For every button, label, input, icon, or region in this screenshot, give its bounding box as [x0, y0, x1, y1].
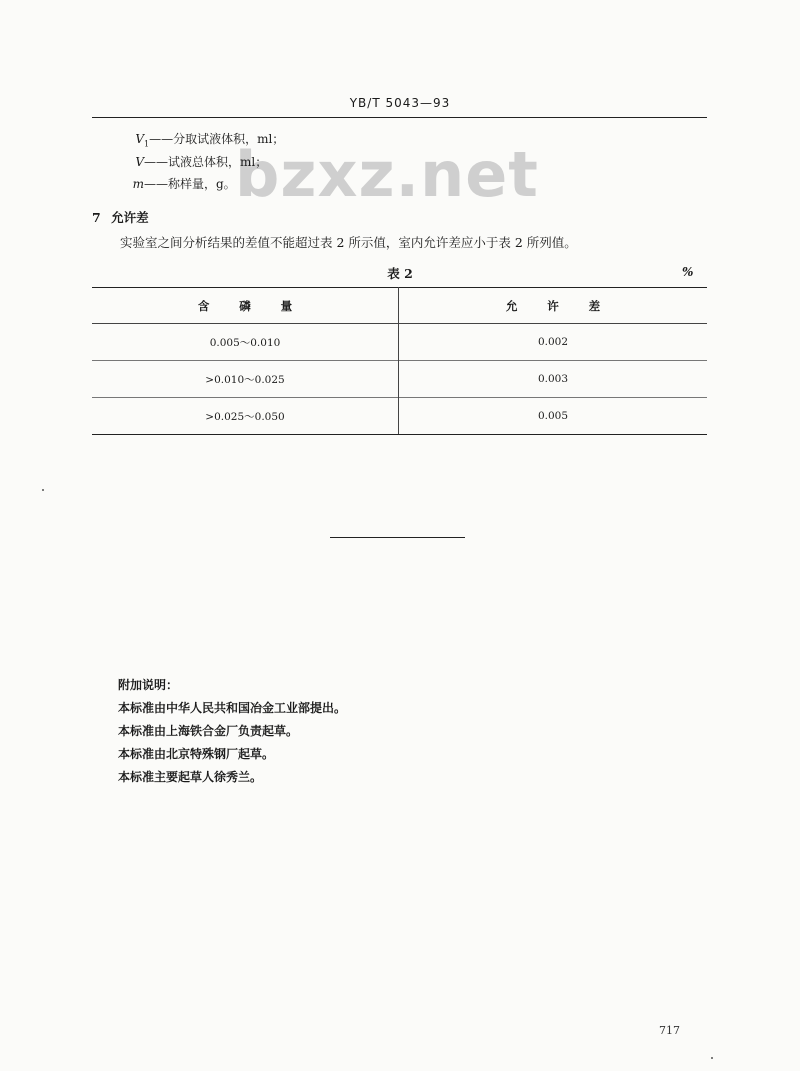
notes-line: 本标准由中华人民共和国冶金工业部提出。	[118, 701, 347, 715]
document-header: YB/T 5043—93	[349, 96, 451, 110]
notes-line: 本标准由上海铁合金厂负责起草。	[118, 724, 299, 738]
table-row	[92, 398, 707, 435]
additional-notes	[118, 674, 346, 789]
variable-def-m	[130, 175, 236, 192]
header-tolerance: 允许差	[399, 288, 708, 324]
variable-symbol: V	[135, 155, 144, 169]
notes-line: 本标准主要起草人徐秀兰。	[118, 770, 263, 784]
page-number: 717	[659, 1024, 680, 1037]
table-cell-range: >0.025～0.050	[92, 398, 399, 435]
table-unit: %	[682, 265, 694, 279]
variable-symbol: V	[135, 132, 144, 146]
table-cell-range: >0.010～0.025	[92, 361, 399, 398]
variable-def-v1	[130, 130, 284, 148]
end-rule	[330, 537, 465, 538]
table-row	[92, 361, 707, 398]
table-cell-range: 0.005～0.010	[92, 324, 399, 361]
section-title: 允许差	[111, 210, 149, 225]
table-row	[92, 324, 707, 361]
table-caption: 表 2	[387, 266, 413, 281]
variable-def-v	[130, 153, 267, 170]
scan-speck	[711, 1057, 713, 1059]
table-cell-tolerance: 0.005	[399, 398, 708, 435]
variable-symbol: m	[132, 177, 144, 191]
table-header-row	[92, 288, 707, 324]
variable-description: ——称样量，g。	[144, 177, 236, 191]
section-paragraph: 实验室之间分析结果的差值不能超过表 2 所示值，室内允许差应小于表 2 所列值。	[120, 235, 577, 250]
watermark: bzxz.net	[235, 138, 539, 211]
notes-line: 本标准由北京特殊钢厂起草。	[118, 747, 275, 761]
header-rule	[92, 117, 707, 118]
section-heading	[92, 208, 149, 226]
table-cell-tolerance: 0.002	[537, 336, 569, 348]
notes-title: 附加说明：	[118, 678, 179, 692]
tolerance-table	[92, 287, 707, 435]
header-phosphorus-content: 含磷量	[92, 288, 399, 324]
table-cell-tolerance: 0.003	[399, 361, 708, 398]
scan-speck	[42, 489, 44, 491]
section-number: 7	[92, 210, 101, 225]
variable-description: ——试液总体积，ml；	[144, 155, 268, 169]
variable-description: ——分取试液体积，ml；	[149, 132, 285, 146]
variable-subscript: 1	[144, 139, 150, 149]
